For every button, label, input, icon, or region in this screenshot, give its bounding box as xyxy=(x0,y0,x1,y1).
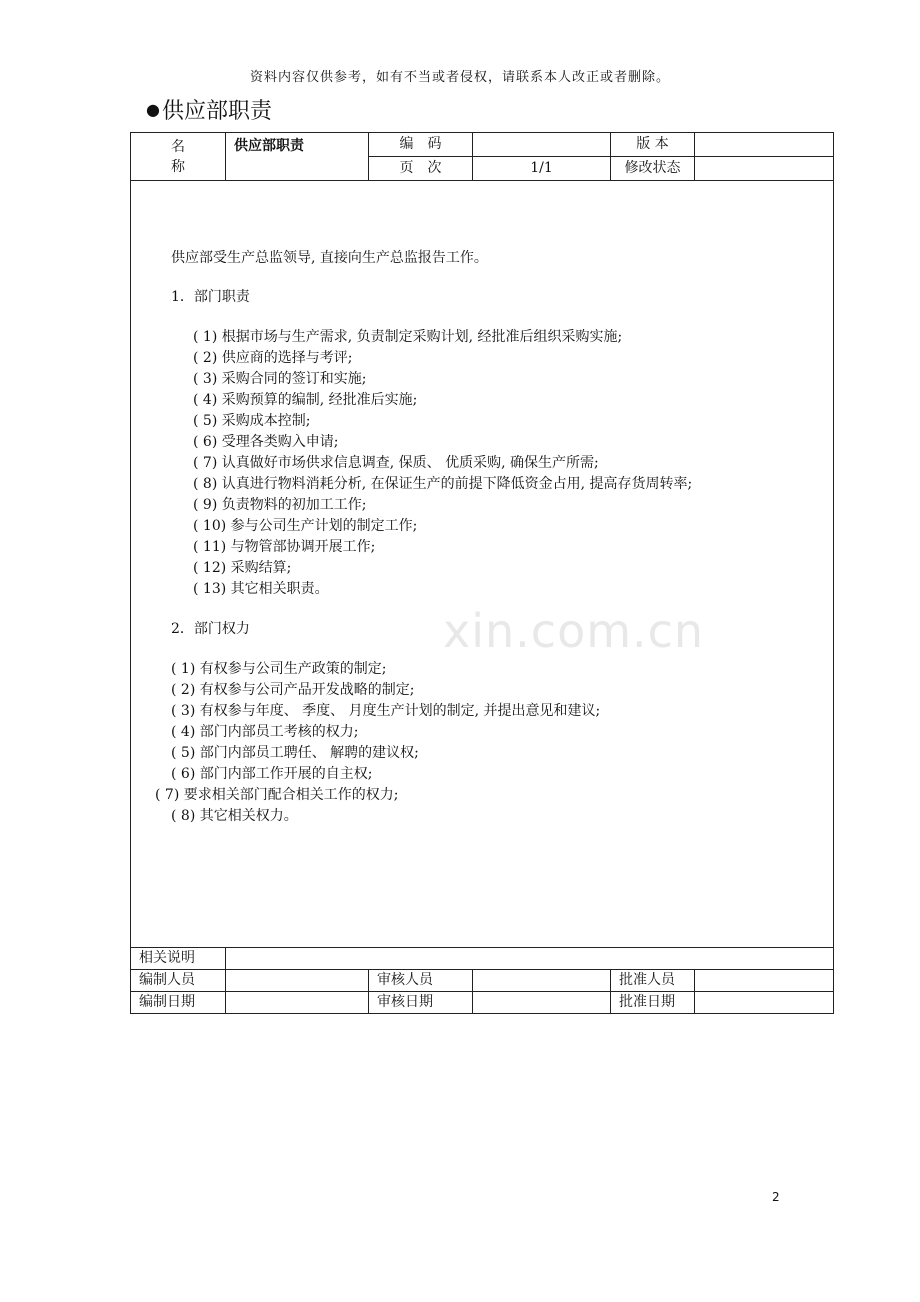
duty-item: ( 2) 供应商的选择与考评; xyxy=(193,350,353,366)
prepared-by-label: 编制人员 xyxy=(131,970,226,991)
version-value xyxy=(695,133,833,157)
intro-text: 供应部受生产总监领导, 直接向生产总监报告工作。 xyxy=(171,250,488,266)
version-revision-label-cell xyxy=(611,133,695,180)
duty-item: ( 12) 采购结算; xyxy=(193,560,292,576)
section2-title: 2．部门权力 xyxy=(171,621,250,637)
reviewed-by-label: 审核人员 xyxy=(369,970,473,991)
date-row xyxy=(131,992,833,1013)
name-label-cell xyxy=(131,133,226,180)
code-value xyxy=(473,133,610,157)
power-item: ( 4) 部门内部员工考核的权力; xyxy=(171,724,359,740)
prepared-by-value xyxy=(226,970,369,991)
header-row xyxy=(131,133,833,181)
power-item: ( 7) 要求相关部门配合相关工作的权力; xyxy=(155,787,399,803)
code-page-label-cell xyxy=(369,133,473,180)
code-page-value-cell xyxy=(473,133,611,180)
reviewed-date-value xyxy=(473,992,611,1013)
approved-by-value xyxy=(695,970,833,991)
name-label-line2: 称 xyxy=(171,158,185,175)
version-revision-value-cell xyxy=(695,133,833,180)
power-item: ( 6) 部门内部工作开展的自主权; xyxy=(171,766,373,782)
reviewed-date-label: 审核日期 xyxy=(369,992,473,1013)
responsibility-form xyxy=(130,132,834,1014)
power-item: ( 8) 其它相关权力。 xyxy=(171,808,298,824)
version-label: 版 本 xyxy=(611,133,694,157)
disclaimer-notice: 资料内容仅供参考，如有不当或者侵权，请联系本人改正或者删除。 xyxy=(249,70,670,85)
power-item: ( 1) 有权参与公司生产政策的制定; xyxy=(171,661,387,677)
duty-item: ( 10) 参与公司生产计划的制定工作; xyxy=(193,518,418,534)
duty-item: ( 1) 根据市场与生产需求, 负责制定采购计划, 经批准后组织采购实施; xyxy=(193,329,623,345)
duty-item: ( 7) 认真做好市场供求信息调查, 保质、 优质采购, 确保生产所需; xyxy=(193,455,599,471)
duty-item: ( 8) 认真进行物料消耗分析, 在保证生产的前提下降低资金占用, 提高存货周转率; xyxy=(193,476,693,492)
power-item: ( 5) 部门内部员工聘任、 解聘的建议权; xyxy=(171,745,419,761)
approved-date-label: 批准日期 xyxy=(611,992,695,1013)
duty-item: ( 4) 采购预算的编制, 经批准后实施; xyxy=(193,392,418,408)
page-title: 供应部职责 xyxy=(161,99,272,124)
name-label-line1: 名 xyxy=(171,138,185,155)
revision-value xyxy=(695,157,833,180)
approved-date-value xyxy=(695,992,833,1013)
power-item: ( 2) 有权参与公司产品开发战略的制定; xyxy=(171,682,415,698)
duty-item: ( 5) 采购成本控制; xyxy=(193,413,311,429)
related-notes-label: 相关说明 xyxy=(131,948,226,969)
prepared-date-value xyxy=(226,992,369,1013)
power-item: ( 3) 有权参与年度、 季度、 月度生产计划的制定, 并提出意见和建议; xyxy=(171,703,601,719)
personnel-row xyxy=(131,970,833,992)
name-value-cell: 供应部职责 xyxy=(226,133,369,180)
page-number: 2 xyxy=(772,1190,780,1204)
prepared-date-label: 编制日期 xyxy=(131,992,226,1013)
content-body xyxy=(131,181,833,948)
duty-item: ( 6) 受理各类购入申请; xyxy=(193,434,339,450)
related-notes-value xyxy=(226,948,833,969)
approved-by-label: 批准人员 xyxy=(611,970,695,991)
section1-title: 1．部门职责 xyxy=(171,289,250,305)
page-heading xyxy=(146,94,272,125)
page-label: 页 次 xyxy=(399,160,442,176)
reviewed-by-value xyxy=(473,970,611,991)
page-value: 1/1 xyxy=(530,160,553,176)
duty-item: ( 11) 与物管部协调开展工作; xyxy=(193,539,376,555)
related-notes-row xyxy=(131,948,833,970)
code-label: 编 码 xyxy=(369,133,472,157)
watermark: xin.com.cn xyxy=(443,604,705,658)
bullet-icon: ● xyxy=(146,100,160,119)
duty-item: ( 13) 其它相关职责。 xyxy=(193,581,329,597)
duty-item: ( 9) 负责物料的初加工工作; xyxy=(193,497,367,513)
duty-item: ( 3) 采购合同的签订和实施; xyxy=(193,371,367,387)
revision-label: 修改状态 xyxy=(624,160,681,176)
